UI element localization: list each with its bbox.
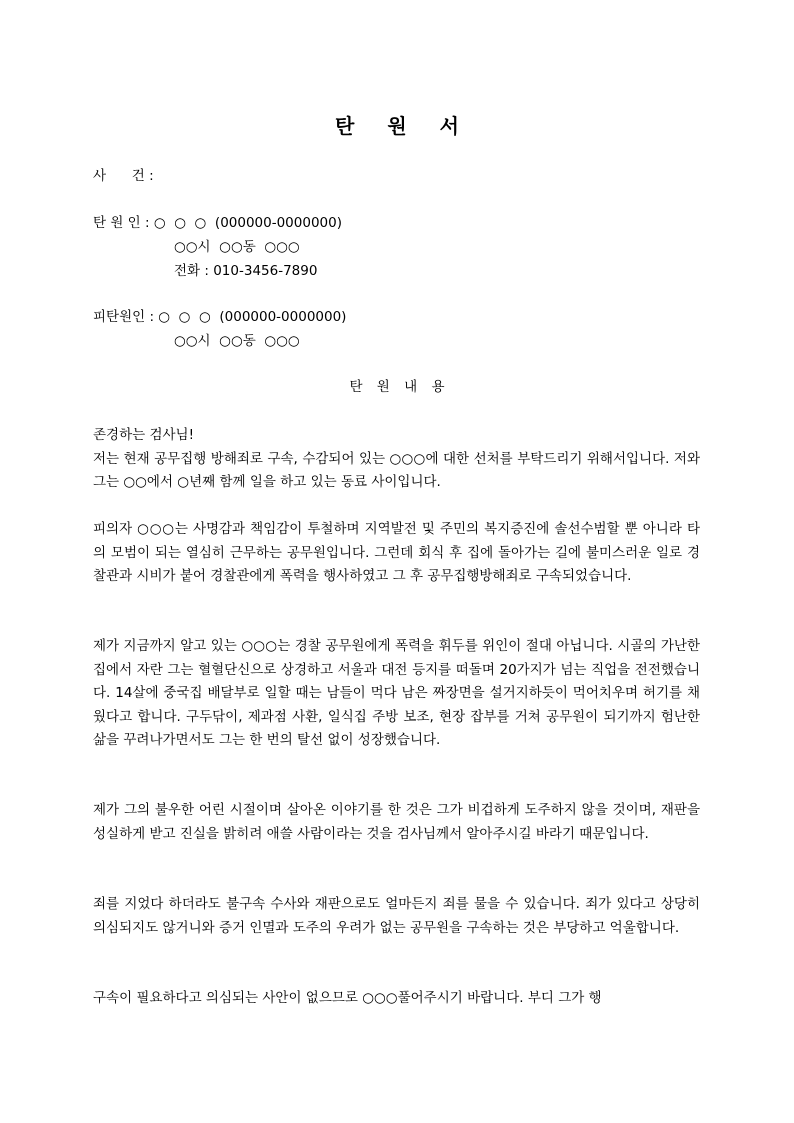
respondent-address: ○○시 ○○동 ○○○ <box>174 333 300 349</box>
paragraph <box>93 799 700 846</box>
paragraph <box>93 518 700 589</box>
paragraph-text: 존경하는 검사님! 저는 현재 공무집행 방해죄로 구속, 수감되어 있는 ○○○에 대한 선처를 부탁드리기 위해서입니다. 저와 그는 ○○에서 ○년째 함께 일을 하고 있는 동료 사이입니다. <box>93 427 700 490</box>
document-title: 탄 원 서 <box>335 114 459 138</box>
paragraph-text: 피의자 ○○○는 사명감과 책임감이 투철하며 지역발전 및 주민의 복지증진에 솔선수범할 뿐 아니라 타의 모범이 되는 열심히 근무하는 공무원입니다. 그런데 회식 후 집에 돌아가는 길에 불미스러운 일로 경찰관과 시비가 붙어 경찰관에게 폭력을 행사하였고 그 후 공무집행방해죄로 구속되었습니다. <box>93 521 700 584</box>
petitioner-phone: 전화 : 010-3456-7890 <box>174 263 318 279</box>
paragraph <box>93 893 700 940</box>
petitioner-line: 탄 원 인 : ○ ○ ○ (000000-0000000) <box>93 215 342 231</box>
paragraph <box>93 987 700 1011</box>
petitioner-address: ○○시 ○○동 ○○○ <box>174 239 300 255</box>
paragraph <box>93 635 700 753</box>
paragraph-text: 죄를 지었다 하더라도 불구속 수사와 재판으로도 얼마든지 죄를 물을 수 있습니다. 죄가 있다고 상당히 의심되지도 않거니와 증거 인멸과 도주의 우려가 없는 공무원을 구속하는 것은 부당하고 억울합니다. <box>93 896 700 936</box>
paragraph-text: 구속이 필요하다고 의심되는 사안이 없으므로 ○○○풀어주시기 바랍니다. 부디 그가 행 <box>93 990 602 1006</box>
paragraph-text: 제가 그의 불우한 어린 시절이며 살아온 이야기를 한 것은 그가 비겁하게 도주하지 않을 것이며, 재판을 성실하게 받고 진실을 밝히려 애쓸 사람이라는 것을 검사님께서 알아주시길 바라기 때문입니다. <box>93 802 700 842</box>
section-title: 탄 원 내 용 <box>349 379 445 395</box>
paragraph-text: 제가 지금까지 알고 있는 ○○○는 경찰 공무원에게 폭력을 휘두를 위인이 절대 아닙니다. 시골의 가난한 집에서 자란 그는 혈혈단신으로 상경하고 서울과 대전 등지를 떠돌며 20가지가 넘는 직업을 전전했습니다. 14살에 중국집 배달부로 일할 때는 남들이 먹다 남은 짜장면을 설거지하듯이 먹어치우며 허기를 채웠다고 합니다. 구두닦이, 제과점 사환, 일식집 주방 보조, 현장 잡부를 거쳐 공무원이 되기까지 험난한 삶을 꾸려나가면서도 그는 한 번의 탈선 없이 성장했습니다. <box>93 638 700 748</box>
respondent-line: 피탄원인 : ○ ○ ○ (000000-0000000) <box>93 309 347 325</box>
paragraph <box>93 424 700 495</box>
case-line: 사 건 : <box>93 168 154 184</box>
